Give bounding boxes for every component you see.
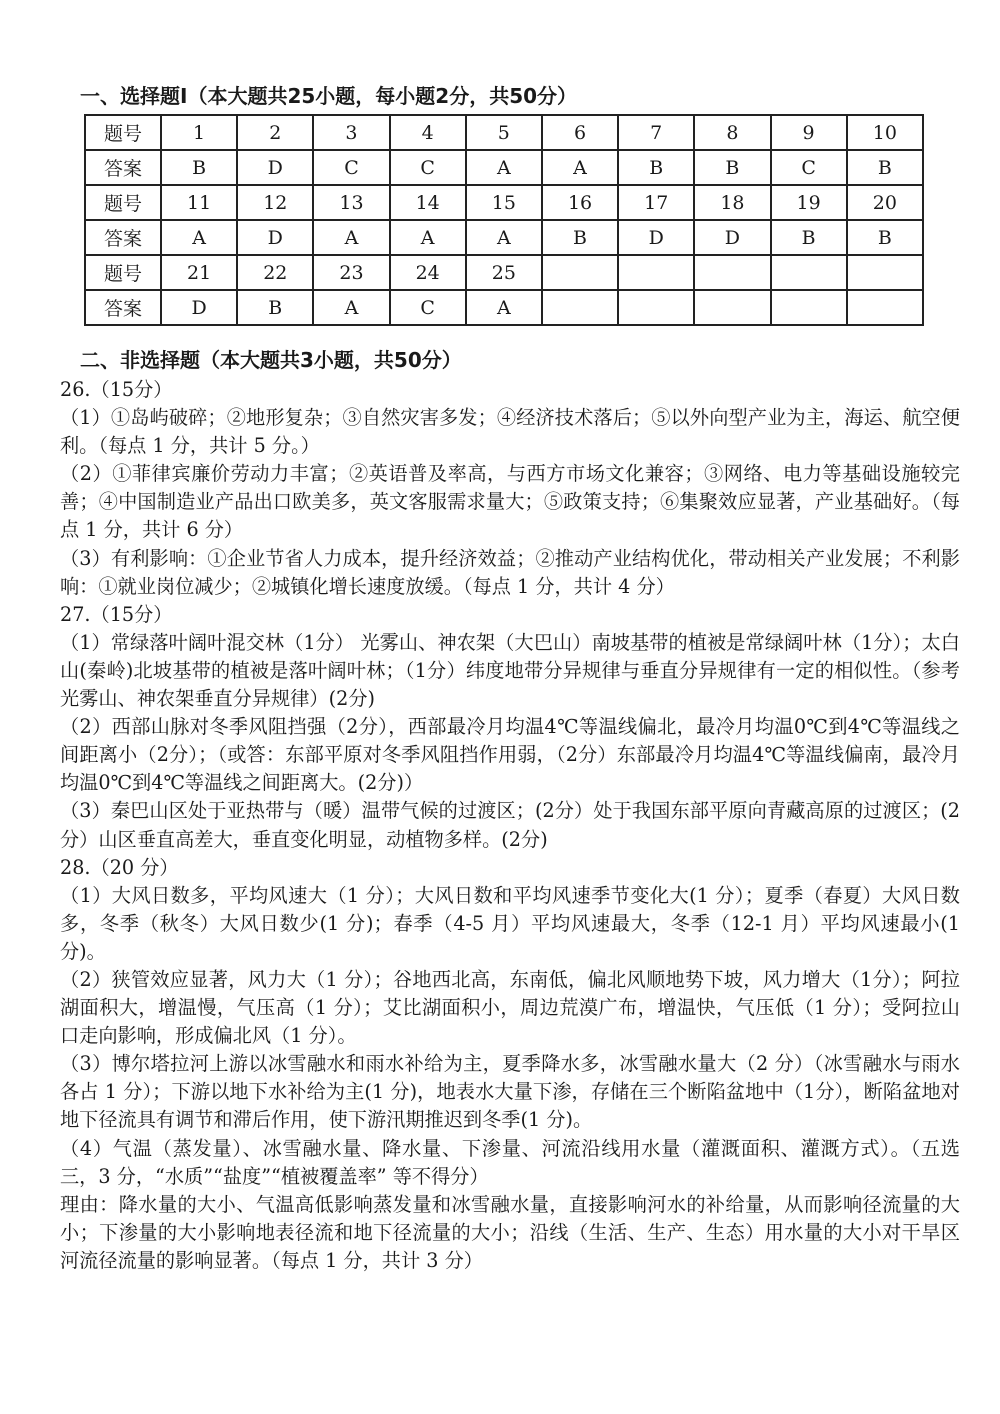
q26-part-2: （2）①菲律宾廉价劳动力丰富；②英语普及率高，与西方市场文化兼容；③网络、电力等基础设施较完善；④中国制造业产品出口欧美多，英文客服需求量大；⑤政策支持；⑥集聚效应显著，产业基础好。（每点 1 分，共计 6 分） <box>60 462 960 542</box>
question-number-cell: 17 <box>618 185 694 220</box>
question-number-cell: 8 <box>694 115 770 150</box>
section-1-title: 一、选择题Ⅰ（本大题共25小题，每小题2分，共50分） <box>80 84 578 108</box>
section-2-title: 二、非选择题（本大题共3小题，共50分） <box>80 348 462 372</box>
answer-cell: D <box>694 220 770 255</box>
answer-cell: B <box>542 220 618 255</box>
question-number-cell: 19 <box>771 185 847 220</box>
question-number-cell: 6 <box>542 115 618 150</box>
answer-cell <box>618 290 694 325</box>
question-number-cell: 24 <box>390 255 466 290</box>
answer-content <box>60 376 960 1275</box>
answer-cell: D <box>161 290 237 325</box>
question-number-row <box>85 185 923 220</box>
question-number-cell: 23 <box>313 255 389 290</box>
q28-heading: 28.（20 分） <box>60 855 179 879</box>
question-number-cell: 22 <box>237 255 313 290</box>
q27-part-2: （2）西部山脉对冬季风阻挡强（2分），西部最冷月均温4℃等温线偏北，最冷月均温0℃到4℃等温线之间距离小（2分）；（或答：东部平原对冬季风阻挡作用弱，（2分）东部最冷月均温4℃等温线偏南，最冷月均温0℃到4℃等温线之间距离大。(2分)） <box>60 715 960 795</box>
question-number-cell: 4 <box>390 115 466 150</box>
answer-row <box>85 220 923 255</box>
question-number-cell: 3 <box>313 115 389 150</box>
answer-cell <box>542 290 618 325</box>
question-number-cell: 15 <box>466 185 542 220</box>
q28-part-2: （2）狭管效应显著，风力大（1 分）；谷地西北高，东南低，偏北风顺地势下坡，风力增大（1分）；阿拉湖面积大，增温慢，气压高（1 分）；艾比湖面积小，周边荒漠广布，增温快，气压低（1 分）；受阿拉山口走向影响，形成偏北风（1 分）。 <box>60 967 960 1048</box>
question-number-cell <box>542 255 618 290</box>
q28-part-1: （1）大风日数多，平均风速大（1 分）；大风日数和平均风速季节变化大(1 分）；夏季（春夏）大风日数多，冬季（秋冬）大风日数少(1 分)；春季（4-5 月）平均风速最大，冬季（12-1 月）平均风速最小(1 分)。 <box>60 883 960 963</box>
answer-row <box>85 150 923 185</box>
answer-cell: C <box>313 150 389 185</box>
answer-cell: D <box>618 220 694 255</box>
question-number-cell: 1 <box>161 115 237 150</box>
answer-cell: B <box>847 220 923 255</box>
question-number-cell: 5 <box>466 115 542 150</box>
question-number-cell: 13 <box>313 185 389 220</box>
answer-cell <box>847 290 923 325</box>
answer-cell: A <box>161 220 237 255</box>
q28-reason: 理由：降水量的大小、气温高低影响蒸发量和冰雪融水量，直接影响河水的补给量，从而影响径流量的大小；下渗量的大小影响地表径流和地下径流量的大小；沿线（生活、生产、生态）用水量的大小对干旱区河流径流量的影响显著。（每点 1 分，共计 3 分） <box>60 1192 960 1272</box>
answer-row <box>85 290 923 325</box>
answer-cell: B <box>618 150 694 185</box>
answer-cell: A <box>466 150 542 185</box>
answer-cell: A <box>466 290 542 325</box>
question-number-cell: 21 <box>161 255 237 290</box>
question-number-cell: 10 <box>847 115 923 150</box>
question-number-cell: 7 <box>618 115 694 150</box>
answer-cell: D <box>237 150 313 185</box>
question-number-cell: 16 <box>542 185 618 220</box>
answer-table <box>84 114 924 326</box>
q26-heading: 26.（15分） <box>60 378 173 401</box>
answer-cell: B <box>161 150 237 185</box>
answer-label: 答案 <box>85 220 161 255</box>
question-number-row <box>85 255 923 290</box>
question-number-cell <box>618 255 694 290</box>
answer-cell: B <box>694 150 770 185</box>
question-number-cell: 14 <box>390 185 466 220</box>
answer-label: 答案 <box>85 150 161 185</box>
answer-cell: A <box>542 150 618 185</box>
question-number-row <box>85 115 923 150</box>
answer-cell: B <box>847 150 923 185</box>
answer-cell: B <box>771 220 847 255</box>
q27-part-3: （3）秦巴山区处于亚热带与（暖）温带气候的过渡区；(2分）处于我国东部平原向青藏高原的过渡区；(2分）山区垂直高差大，垂直变化明显，动植物多样。(2分) <box>60 799 960 851</box>
answer-cell: C <box>390 150 466 185</box>
answer-cell: A <box>466 220 542 255</box>
question-number-label: 题号 <box>85 115 161 150</box>
question-number-cell: 11 <box>161 185 237 220</box>
q27-part-1: （1）常绿落叶阔叶混交林（1分） 光雾山、神农架（大巴山）南坡基带的植被是常绿阔叶林（1分）；太白山(秦岭)北坡基带的植被是落叶阔叶林；（1分）纬度地带分异规律与垂直分异规律有一定的相似性。（参考光雾山、神农架垂直分异规律）(2分) <box>60 630 960 711</box>
q28-part-3: （3）博尔塔拉河上游以冰雪融水和雨水补给为主，夏季降水多，冰雪融水量大（2 分）（冰雪融水与雨水各占 1 分）；下游以地下水补给为主(1 分)，地表水大量下渗，存储在三个断陷盆地中（1分），断陷盆地对地下径流具有调节和滞后作用，使下游汛期推迟到冬季(1 分)。 <box>60 1052 960 1132</box>
q27-heading: 27.（15分） <box>60 602 173 626</box>
question-number-cell: 25 <box>466 255 542 290</box>
question-number-label: 题号 <box>85 255 161 290</box>
question-number-cell <box>771 255 847 290</box>
question-number-label: 题号 <box>85 185 161 220</box>
question-number-cell: 2 <box>237 115 313 150</box>
question-number-cell: 18 <box>694 185 770 220</box>
question-number-cell: 12 <box>237 185 313 220</box>
q26-part-1: （1）①岛屿破碎；②地形复杂；③自然灾害多发；④经济技术落后；⑤以外向型产业为主，海运、航空便利。（每点 1 分，共计 5 分。） <box>60 406 960 458</box>
answer-cell: D <box>237 220 313 255</box>
question-number-cell: 9 <box>771 115 847 150</box>
answer-cell <box>771 290 847 325</box>
answer-cell: C <box>390 290 466 325</box>
question-number-cell <box>694 255 770 290</box>
answer-cell: B <box>237 290 313 325</box>
question-number-cell: 20 <box>847 185 923 220</box>
answer-cell: C <box>771 150 847 185</box>
answer-cell: A <box>390 220 466 255</box>
question-number-cell <box>847 255 923 290</box>
answer-cell <box>694 290 770 325</box>
q26-part-3: （3）有利影响：①企业节省人力成本，提升经济效益；②推动产业结构优化，带动相关产业发展；不利影响：①就业岗位减少；②城镇化增长速度放缓。（每点 1 分，共计 4 分） <box>60 546 960 598</box>
answer-label: 答案 <box>85 290 161 325</box>
answer-cell: A <box>313 290 389 325</box>
answer-cell: A <box>313 220 389 255</box>
q28-part-4: （4）气温（蒸发量）、冰雪融水量、降水量、下渗量、河流沿线用水量（灌溉面积、灌溉方式）。（五选三，3 分，“水质”“盐度”“植被覆盖率” 等不得分） <box>60 1136 960 1188</box>
